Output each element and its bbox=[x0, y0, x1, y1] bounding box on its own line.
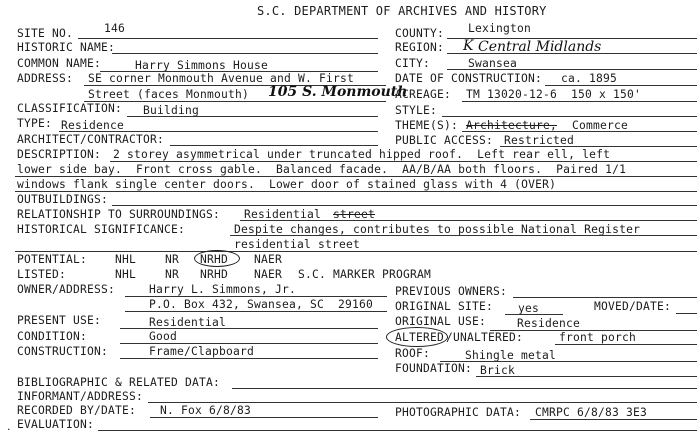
original-use-label: ORIGINAL USE: bbox=[395, 315, 487, 328]
type-label: TYPE: bbox=[17, 117, 53, 130]
region-value: Central Midlands bbox=[478, 39, 602, 55]
listed-nr: NR bbox=[165, 268, 180, 281]
construction-label: CONSTRUCTION: bbox=[17, 345, 109, 358]
themes-label: THEME(S): bbox=[395, 119, 459, 132]
outbuildings-line bbox=[112, 205, 697, 206]
region-line bbox=[447, 53, 697, 54]
relationship-struck: street bbox=[333, 208, 376, 221]
historical-significance-label: HISTORICAL SIGNIFICANCE: bbox=[17, 223, 186, 236]
architect-label: ARCHITECT/CONTRACTOR: bbox=[17, 133, 165, 146]
condition-label: CONDITION: bbox=[17, 330, 88, 343]
moved-date-label: MOVED/DATE: bbox=[594, 300, 672, 313]
foundation-label: FOUNDATION: bbox=[395, 362, 473, 375]
informant-line bbox=[148, 402, 697, 403]
roof-line bbox=[440, 361, 697, 362]
potential-naer: NAER bbox=[254, 253, 283, 266]
form-header: S.C. DEPARTMENT OF ARCHIVES AND HISTORY bbox=[257, 4, 547, 18]
historical-significance-rule2 bbox=[15, 251, 697, 252]
date-construction-line bbox=[545, 85, 697, 86]
relationship-value: Residential bbox=[244, 208, 322, 221]
historic-name-line bbox=[112, 53, 378, 54]
foundation-value: Brick bbox=[480, 364, 516, 377]
altered-label: ALTERED bbox=[395, 331, 445, 344]
address-line2-rule bbox=[84, 101, 386, 102]
description-line2: lower side bay. Front cross gable. Balanced facade. AA/B/AA both floors. Paired 1/1 bbox=[17, 163, 627, 176]
description-line1: 2 storey asymmetrical under truncated hipped roof. Left rear ell, left bbox=[113, 148, 611, 161]
listed-nhl: NHL bbox=[115, 268, 137, 281]
acreage-line bbox=[462, 101, 697, 102]
construction-value: Frame/Clapboard bbox=[149, 345, 255, 358]
acreage-value: TM 13020-12-6 150 x 150' bbox=[466, 88, 642, 101]
classification-line bbox=[127, 116, 378, 117]
owner-name: Harry L. Simmons, Jr. bbox=[149, 283, 297, 296]
roof-value: Shingle metal bbox=[465, 349, 557, 362]
style-line bbox=[442, 116, 697, 117]
classification-label: CLASSIFICATION: bbox=[17, 102, 123, 115]
altered-line bbox=[555, 344, 697, 345]
region-label: REGION: bbox=[395, 41, 445, 54]
listed-label: LISTED: bbox=[17, 268, 67, 281]
original-site-value: yes bbox=[518, 302, 540, 315]
region-mark: K bbox=[463, 38, 474, 54]
construction-line bbox=[120, 358, 378, 359]
previous-owners-label: PREVIOUS OWNERS: bbox=[395, 285, 508, 298]
photographic-label: PHOTOGRAPHIC DATA: bbox=[395, 406, 522, 419]
listed-nrhd: NRHD bbox=[200, 268, 229, 281]
bibliographic-label: BIBLIOGRAPHIC & RELATED DATA: bbox=[17, 376, 221, 389]
bibliographic-line bbox=[232, 388, 697, 389]
description-rule1 bbox=[110, 161, 697, 162]
evaluation-line bbox=[98, 430, 697, 431]
altered-circle bbox=[386, 327, 448, 347]
city-value: Swansea bbox=[468, 57, 518, 70]
address-handwritten: 105 S. Monmouth bbox=[268, 84, 408, 100]
original-site-label: ORIGINAL SITE: bbox=[395, 300, 494, 313]
original-use-value: Residence bbox=[517, 317, 581, 330]
photographic-line bbox=[530, 419, 697, 420]
description-rule2 bbox=[15, 176, 697, 177]
present-use-label: PRESENT USE: bbox=[17, 314, 102, 327]
historical-significance-rule1 bbox=[230, 235, 697, 236]
owner-label: OWNER/ADDRESS: bbox=[17, 283, 116, 296]
owner-line1 bbox=[125, 296, 387, 297]
address-label: ADDRESS: bbox=[17, 72, 74, 85]
historical-significance-line1: Despite changes, contributes to possible National Register bbox=[234, 223, 641, 236]
moved-date-line bbox=[676, 313, 697, 314]
relationship-line bbox=[240, 220, 697, 221]
historic-name-label: HISTORIC NAME: bbox=[17, 41, 116, 54]
common-name-label: COMMON NAME: bbox=[17, 57, 102, 70]
description-label: DESCRIPTION: bbox=[17, 148, 102, 161]
classification-value: Building bbox=[143, 104, 200, 117]
common-name-value: Harry Simmons House bbox=[135, 59, 269, 72]
listed-marker-program: S.C. MARKER PROGRAM bbox=[298, 268, 432, 281]
roof-label: ROOF: bbox=[395, 347, 431, 360]
city-label: CITY: bbox=[395, 57, 431, 70]
potential-nhl: NHL bbox=[115, 253, 137, 266]
condition-value: Good bbox=[149, 330, 178, 343]
county-value: Lexington bbox=[468, 22, 532, 35]
description-line3: windows flank single center doors. Lower door of stained glass with 4 (OVER) bbox=[17, 178, 557, 191]
evaluation-label: EVALUATION: bbox=[17, 418, 95, 431]
themes-value: Commerce bbox=[572, 119, 629, 132]
acreage-label: ACREAGE: bbox=[395, 88, 452, 101]
recorded-label: RECORDED BY/DATE: bbox=[17, 404, 137, 417]
address-line2: Street (faces Monmouth) bbox=[88, 88, 250, 101]
county-label: COUNTY: bbox=[395, 27, 445, 40]
altered-value: front porch bbox=[559, 331, 637, 344]
potential-label: POTENTIAL: bbox=[17, 253, 88, 266]
site-no-label: SITE NO. bbox=[17, 27, 74, 40]
potential-nrhd: NRHD bbox=[200, 253, 229, 266]
address-line1: SE corner Monmouth Avenue and W. First bbox=[88, 72, 355, 85]
public-access-label: PUBLIC ACCESS: bbox=[395, 134, 494, 147]
city-line bbox=[447, 69, 697, 70]
potential-nrhd-circle bbox=[194, 250, 240, 267]
present-use-line bbox=[120, 328, 378, 329]
previous-owners-line bbox=[513, 297, 697, 298]
outbuildings-label: OUTBUILDINGS: bbox=[17, 193, 109, 206]
themes-line bbox=[462, 131, 697, 132]
condition-line bbox=[120, 343, 378, 344]
historical-significance-line2: residential street bbox=[234, 238, 361, 251]
architect-line bbox=[170, 145, 378, 146]
relationship-label: RELATIONSHIP TO SURROUNDINGS: bbox=[17, 208, 221, 221]
date-construction-value: ca. 1895 bbox=[561, 72, 618, 85]
themes-struck: Architecture, bbox=[466, 119, 558, 132]
potential-nr: NR bbox=[165, 253, 180, 266]
recorded-value: N. Fox 6/8/83 bbox=[160, 404, 252, 417]
type-line bbox=[59, 131, 378, 132]
type-value: Residence bbox=[61, 119, 125, 132]
recorded-line bbox=[150, 417, 378, 418]
informant-label: INFORMANT/ADDRESS: bbox=[17, 390, 144, 403]
public-access-value: Restricted bbox=[504, 134, 575, 147]
description-rule3 bbox=[15, 191, 697, 192]
style-label: STYLE: bbox=[395, 104, 438, 117]
present-use-value: Residential bbox=[149, 316, 227, 329]
site-no-line bbox=[78, 38, 378, 39]
stray-mark: . bbox=[6, 423, 12, 433]
foundation-line bbox=[476, 376, 697, 377]
date-construction-label: DATE OF CONSTRUCTION: bbox=[395, 72, 543, 85]
unaltered-label: /UNALTERED: bbox=[446, 331, 524, 344]
owner-line2 bbox=[125, 311, 387, 312]
site-no-value: 146 bbox=[104, 22, 126, 35]
original-site-line bbox=[505, 314, 563, 315]
public-access-line bbox=[500, 146, 697, 147]
listed-naer: NAER bbox=[254, 268, 283, 281]
photographic-value: CMRPC 6/8/83 3E3 bbox=[535, 406, 648, 419]
owner-address: P.O. Box 432, Swansea, SC 29160 bbox=[149, 298, 374, 311]
